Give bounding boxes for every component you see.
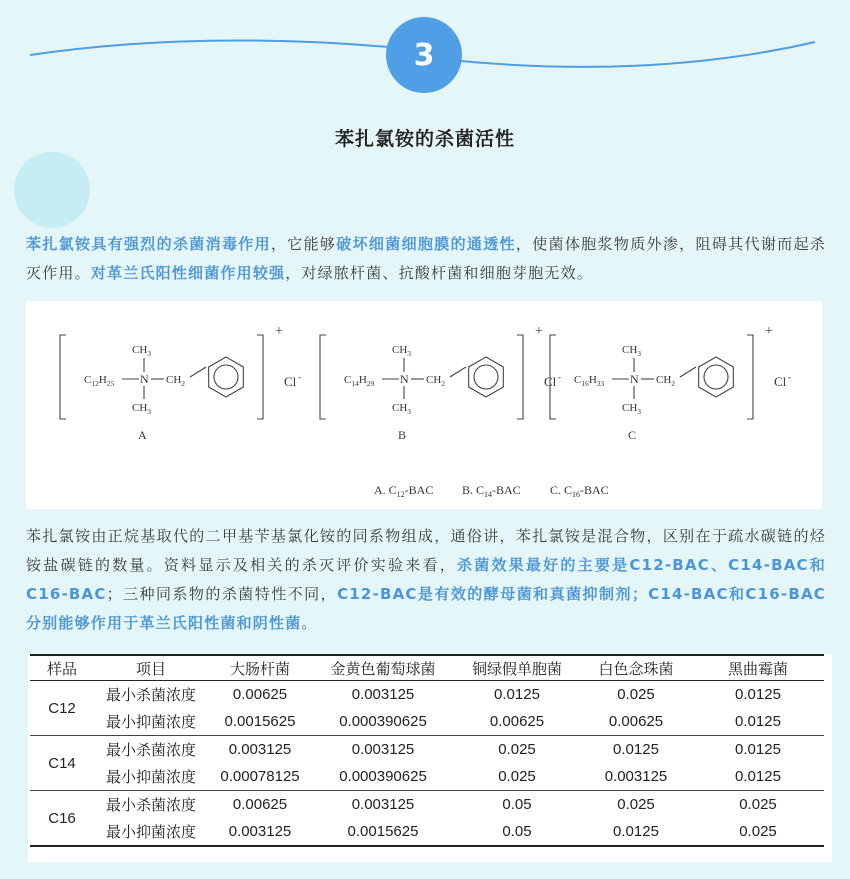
legend-entry: A. $C_{12}$-BAC: [374, 483, 434, 499]
aromatic-circle: [214, 365, 238, 389]
value-cell: 0.025: [617, 796, 655, 813]
highlight-text: C12-BAC是有效的酵母菌和真菌抑制剂；C14-BAC和C16-BAC分别能够作用于革兰氏阳性菌和阴性菌: [26, 585, 826, 632]
value-cell: 0.000390625: [312, 708, 454, 736]
benzyl-ch2: $CH_2$: [656, 374, 676, 388]
table-row: [30, 736, 824, 764]
charge-label: +: [535, 324, 543, 339]
table-row: [30, 708, 824, 736]
table-row: [30, 763, 824, 791]
sample-cell: C14: [30, 736, 94, 791]
highlight-text: 杀菌效果最好的主要是C12-BAC、C14-BAC和C16-BAC: [26, 556, 826, 603]
value-cell: 0.025: [739, 796, 777, 813]
value-cell: 0.003125: [208, 818, 312, 846]
bracket-right: [747, 335, 753, 419]
value-cell: 0.0125: [692, 708, 824, 736]
intro-paragraph: [26, 230, 826, 288]
methyl-group: $CH_3$: [392, 344, 412, 358]
bracket-left: [60, 335, 66, 419]
bond: [450, 367, 466, 377]
value-cell: 0.025: [454, 763, 580, 791]
section-number-badge: 3: [386, 17, 462, 93]
body-text: ，使菌体胞浆物质外渗，阻碍其代谢而起杀灭作用。: [26, 235, 827, 282]
mic-table-container: [28, 654, 832, 862]
value-cell: 0.025: [617, 686, 655, 703]
value-cell: 0.003125: [351, 741, 415, 758]
table-row: [30, 681, 824, 709]
bracket-left: [320, 335, 326, 419]
column-header: 铜绿假单胞菌: [454, 655, 580, 681]
value-cell: 0.000390625: [312, 763, 454, 791]
value-cell: 0.003125: [228, 741, 292, 758]
item-cell: 最小抑菌浓度: [94, 818, 208, 846]
chloride-label: Cl: [284, 374, 297, 389]
item-cell: 最小抑菌浓度: [94, 763, 208, 791]
sample-cell: C12: [30, 681, 94, 736]
sample-group: [30, 791, 824, 847]
bond: [680, 367, 696, 377]
table-header-row: [30, 655, 824, 681]
methyl-group: $CH_3$: [132, 344, 152, 358]
body-text: ，它能够: [270, 235, 337, 253]
value-cell: 0.00625: [580, 708, 692, 736]
nitrogen-atom: N: [400, 372, 409, 386]
column-header: 金黄色葡萄球菌: [312, 655, 454, 681]
highlight-text: 苯扎氯铵具有强烈的杀菌消毒作用: [26, 235, 271, 253]
value-cell: 0.0125: [735, 686, 781, 703]
body-text: ，对绿脓杆菌、抗酸杆菌和细胞芽胞无效。: [285, 264, 594, 282]
benzyl-ch2: $CH_2$: [166, 374, 186, 388]
mic-table: [30, 654, 824, 847]
value-cell: 0.00625: [454, 708, 580, 736]
structure-label: B: [398, 428, 407, 442]
column-header: 白色念珠菌: [580, 655, 692, 681]
value-cell: 0.025: [498, 741, 536, 758]
legend-entry: B. $C_{14}$-BAC: [462, 483, 521, 499]
chloride-charge: -: [298, 372, 301, 382]
highlight-text: 对革兰氏阳性细菌作用较强: [90, 264, 286, 282]
structure-label: C: [628, 428, 637, 442]
table-row: [30, 791, 824, 819]
chloride-label: Cl: [774, 374, 787, 389]
value-cell: 0.00078125: [208, 763, 312, 791]
chloride-label: Cl: [544, 374, 557, 389]
benzyl-ch2: $CH_2$: [426, 374, 446, 388]
value-cell: 0.05: [454, 818, 580, 846]
aromatic-circle: [704, 365, 728, 389]
sample-group: [30, 736, 824, 791]
value-cell: 0.00625: [232, 796, 288, 813]
chloride-charge: -: [558, 372, 561, 382]
table-row: [30, 818, 824, 846]
body-text: 。: [301, 614, 318, 632]
value-cell: 0.0125: [613, 741, 659, 758]
bracket-right: [257, 335, 263, 419]
body-text: ；三种同系物的杀菌特性不同，: [106, 585, 338, 603]
nitrogen-atom: N: [630, 372, 639, 386]
structure-label: A: [138, 428, 147, 442]
value-cell: 0.003125: [580, 763, 692, 791]
chemical-structure-diagram: [26, 301, 822, 509]
methyl-group: $CH_3$: [622, 402, 642, 416]
column-header: 项目: [94, 655, 208, 681]
column-header: 大肠杆菌: [208, 655, 312, 681]
decorative-bubble: [14, 152, 90, 228]
value-cell: 0.0125: [735, 741, 781, 758]
bracket-right: [517, 335, 523, 419]
alkyl-chain: $C_{16}H_{33}$: [574, 374, 605, 388]
value-cell: 0.0015625: [312, 818, 454, 846]
value-cell: 0.0125: [692, 763, 824, 791]
item-cell: 最小杀菌浓度: [105, 797, 196, 814]
nitrogen-atom: N: [140, 372, 149, 386]
section-title: 苯扎氯铵的杀菌活性: [334, 128, 515, 150]
alkyl-chain: $C_{14}H_{29}$: [344, 374, 375, 388]
value-cell: 0.0125: [494, 686, 540, 703]
bond: [190, 367, 206, 377]
aromatic-circle: [474, 365, 498, 389]
value-cell: 0.0125: [580, 818, 692, 846]
item-cell: 最小抑菌浓度: [94, 708, 208, 736]
value-cell: 0.00625: [232, 686, 288, 703]
chemical-structure-figure: [26, 301, 822, 509]
methyl-group: $CH_3$: [622, 344, 642, 358]
chloride-charge: -: [788, 372, 791, 382]
value-cell: 0.05: [502, 796, 532, 813]
sample-cell: C16: [30, 791, 94, 847]
sample-group: [30, 681, 824, 736]
value-cell: 0.003125: [351, 686, 415, 703]
methyl-group: $CH_3$: [132, 402, 152, 416]
item-cell: 最小杀菌浓度: [105, 742, 196, 759]
methyl-group: $CH_3$: [392, 402, 412, 416]
value-cell: 0.0015625: [208, 708, 312, 736]
value-cell: 0.003125: [351, 796, 415, 813]
highlight-text: 破坏细菌细胞膜的通透性: [336, 235, 516, 253]
charge-label: +: [765, 324, 773, 339]
column-header: 黑曲霉菌: [692, 655, 824, 681]
value-cell: 0.025: [692, 818, 824, 846]
charge-label: +: [275, 324, 283, 339]
item-cell: 最小杀菌浓度: [105, 687, 196, 704]
alkyl-chain: $C_{12}H_{25}$: [84, 374, 115, 388]
column-header: 样品: [30, 655, 94, 681]
description-paragraph: [26, 522, 826, 638]
body-text: 苯扎氯铵由正烷基取代的二甲基苄基氯化铵的同系物组成，通俗讲，苯扎氯铵是混合物，区别在于疏水碳链的烃铵盐碳链的数量。资料显示及相关的杀灭评价实验来看，: [26, 527, 826, 574]
legend-entry: C. $C_{16}$-BAC: [550, 483, 609, 499]
